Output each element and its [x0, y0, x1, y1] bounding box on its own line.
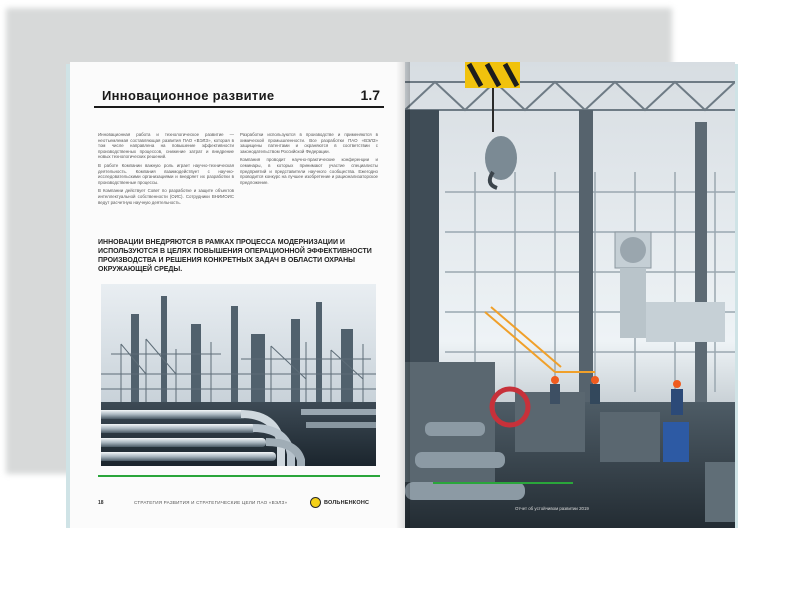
running-title: СТРАТЕГИЯ РАЗВИТИЯ И СТРАТЕГИЧЕСКИЕ ЦЕЛИ ПАО «ВЭЛЗ»	[134, 500, 288, 505]
paragraph: Инновационная работа и технологическое развитие — неотъемлемая составляющая развития ПАО «ВЭЛЗ», которая в том числе направлена на повышение эффективности производственных процессов, снижение затрат и внедрение новых технологических решений.	[98, 132, 234, 160]
logo-icon	[310, 497, 321, 508]
logo-text: ВОЛЬНЕНКОНС	[324, 499, 370, 506]
paragraph: Компания проводит научно-практические конференции и семинары, в которых принимают участие специалисты предприятий и представители научного сообщества. Ежегодно проводится конкурс на лучшее изобретение и рационализаторское предложение.	[240, 157, 378, 185]
book-spine	[396, 62, 410, 528]
page-footer	[98, 497, 380, 509]
accent-divider	[98, 475, 380, 477]
page-left	[70, 62, 405, 528]
paragraph: Разработки используются в производстве и применяются в химической промышленности. Все разработки ПАО «ВЭЛЗ» защищены патентами и охраняются в соответствии с законодательством Российской Федерации.	[240, 132, 378, 154]
page-caption: Отчет об устойчивом развитии 2019	[515, 506, 589, 511]
text-column-left	[98, 132, 234, 208]
factory-photo	[405, 62, 735, 528]
section-number: 1.7	[360, 87, 380, 103]
refinery-photo	[101, 284, 376, 466]
title-bar	[94, 82, 384, 108]
page-number: 18	[98, 500, 104, 506]
page-right	[405, 62, 735, 528]
company-logo	[310, 497, 369, 508]
paragraph: В Компании действует Совет по разработке и защите объектов интеллектуальной собственности (ОИС). Сотрудники ВНИИОИС ведут расчетную научную деятельность.	[98, 188, 234, 205]
page-title: Инновационное развитие	[102, 88, 275, 103]
lead-text: ИННОВАЦИИ ВНЕДРЯЮТСЯ В РАМКАХ ПРОЦЕССА МОДЕРНИЗАЦИИ И ИСПОЛЬЗУЮТСЯ В ЦЕЛЯХ ПОВЫШЕНИЯ ОПЕРАЦИОННОЙ ЭФФЕКТИВНОСТИ ПРОИЗВОДСТВА И РЕШЕНИЯ КОНКРЕТНЫХ ЗАДАЧ В ОБЛАСТИ ОХРАНЫ ОКРУЖАЮЩЕЙ СРЕДЫ.	[98, 239, 372, 273]
paragraph: В работе Компании важную роль играет научно-техническая деятельность. Компания взаимодействует с научно-исследовательскими организациями и внедряет их разработки в производственные процессы.	[98, 162, 234, 185]
text-column-right	[240, 132, 378, 188]
accent-divider	[433, 482, 573, 484]
